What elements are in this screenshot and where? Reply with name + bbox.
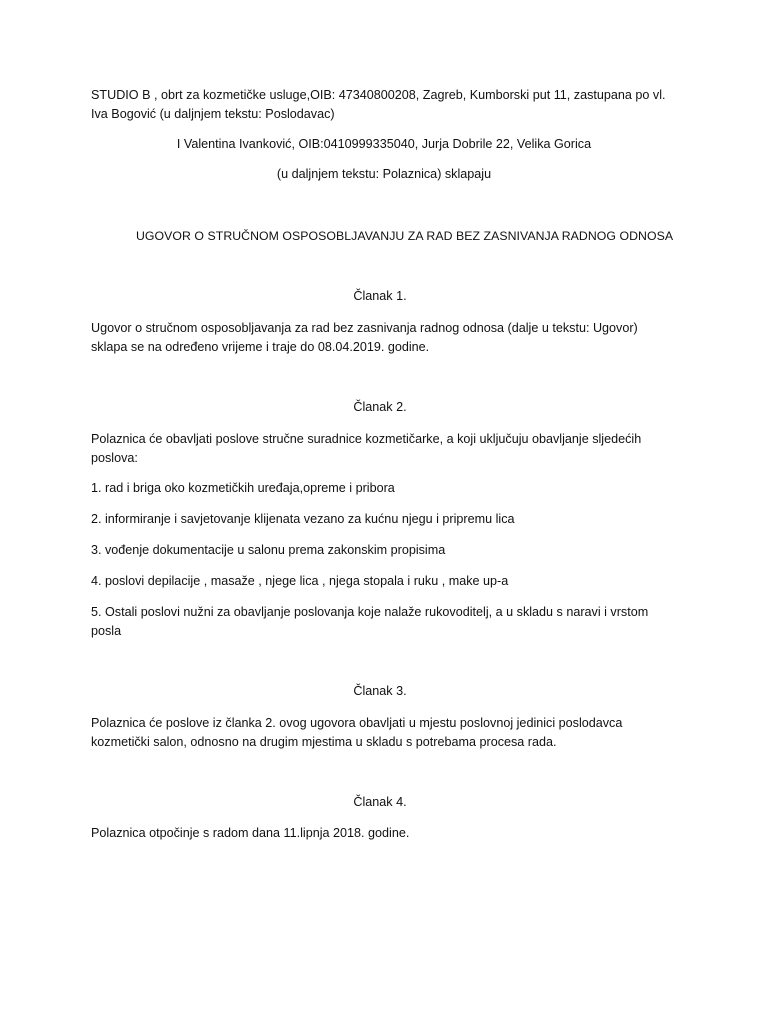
clanak-1-text-line-2: sklapa se na određeno vrijeme i traje do 08.04.2019. godine.: [91, 340, 430, 354]
clanak-2-item-5-line-1: 5. Ostali poslovi nužni za obavljanje poslovanja koje nalaže rukovoditelj, a u skladu s naravi i vrstom: [91, 605, 649, 619]
clanak-1-heading: Članak 1.: [353, 289, 407, 303]
clanak-4-text: Polaznica otpočinje s radom dana 11.lipnja 2018. godine.: [91, 826, 410, 840]
clanak-2-item-5-line-2: posla: [91, 624, 122, 638]
clanak-2-item-1: 1. rad i briga oko kozmetičkih uređaja,opreme i pribora: [91, 481, 395, 495]
document-title: UGOVOR O STRUČNOM OSPOSOBLJAVANJU ZA RAD BEZ ZASNIVANJA RADNOG ODNOSA: [136, 229, 674, 243]
clanak-2-intro-line-2: poslova:: [91, 451, 138, 465]
clanak-2-item-3: 3. vođenje dokumentacije u salonu prema zakonskim propisima: [91, 543, 446, 557]
clanak-1-text-line-1: Ugovor o stručnom osposobljavanja za rad bez zasnivanja radnog odnosa (dalje u tekstu: Ugovor): [91, 321, 638, 335]
clanak-2-item-2: 2. informiranje i savjetovanje klijenata vezano za kućnu njegu i pripremu lica: [91, 512, 515, 526]
clanak-4-heading: Članak 4.: [353, 795, 407, 809]
clanak-2-intro-line-1: Polaznica će obavljati poslove stručne suradnice kozmetičarke, a koji uključuju obavljanje sljedećih: [91, 432, 642, 446]
clanak-2-heading: Članak 2.: [353, 400, 407, 414]
clanak-2-item-4: 4. poslovi depilacije , masaže , njege lica , njega stopala i ruku , make up-a: [91, 574, 509, 588]
party-two-line: I Valentina Ivanković, OIB:0410999335040, Jurja Dobrile 22, Velika Gorica: [176, 137, 592, 151]
clanak-3-text-line-2: kozmetički salon, odnosno na drugim mjestima u skladu s potrebama procesa rada.: [91, 735, 557, 749]
clanak-3-heading: Članak 3.: [353, 684, 407, 698]
party-two-role: (u daljnjem tekstu: Polaznica) sklapaju: [276, 167, 492, 181]
clanak-3-text-line-1: Polaznica će poslove iz članka 2. ovog ugovora obavljati u mjestu poslovnoj jedinici poslodavca: [91, 716, 623, 730]
header-line-2: Iva Bogović (u daljnjem tekstu: Poslodavac): [91, 107, 335, 121]
header-line-1: STUDIO B , obrt za kozmetičke usluge,OIB: 47340800208, Zagreb, Kumborski put 11, zastupana po vl.: [91, 88, 666, 102]
